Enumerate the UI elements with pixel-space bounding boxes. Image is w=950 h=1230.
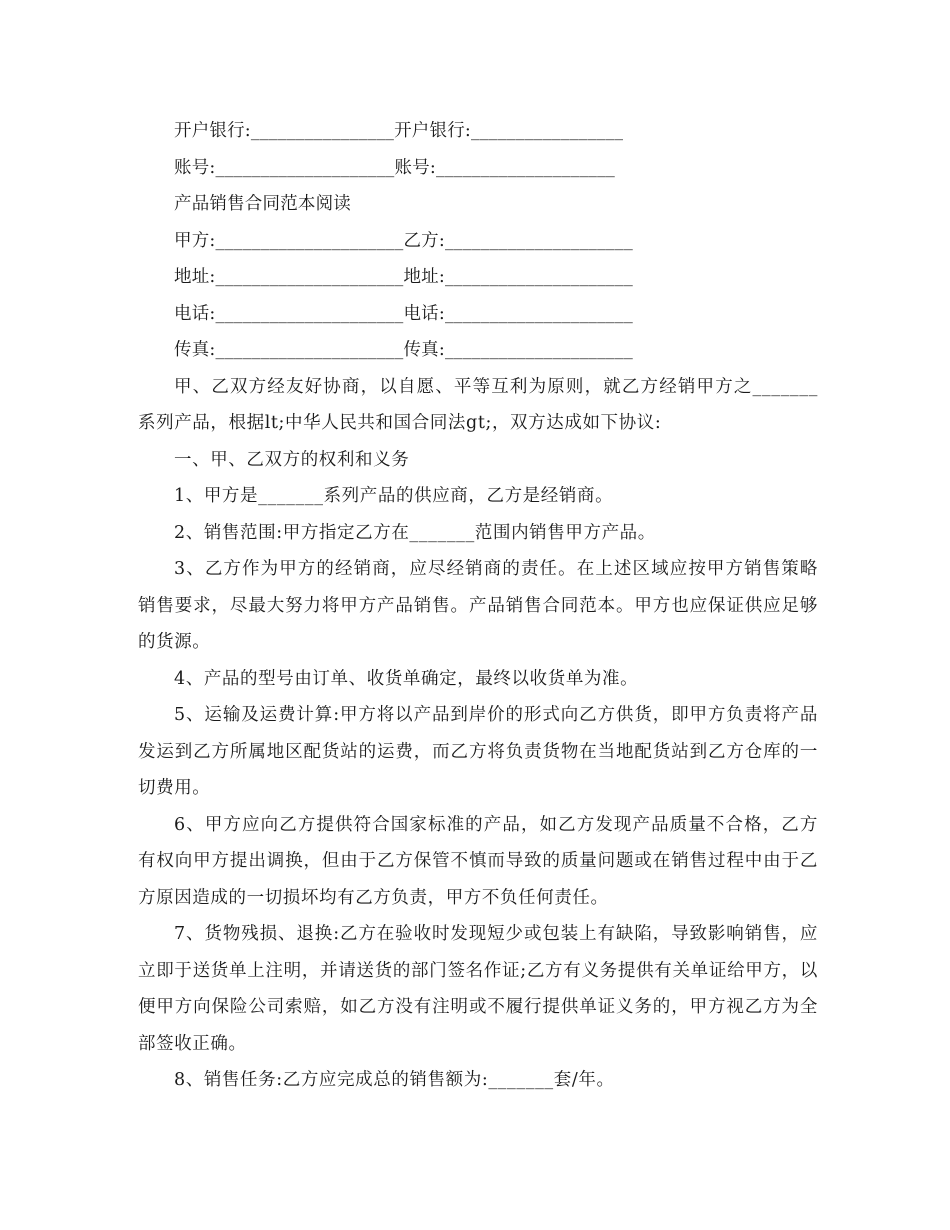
phone-line: 电话:_____________________电话:_____________________ [174, 303, 633, 324]
account-line: 账号:____________________账号:____________________ [174, 157, 615, 178]
clause-1: 1、甲方是_______系列产品的供应商，乙方是经销商。 [174, 486, 614, 506]
bank-line: 开户银行:________________开户银行:_________________ [174, 121, 624, 141]
address-line: 地址:_____________________地址:_____________________ [174, 267, 633, 287]
preamble-paragraph: 甲、乙双方经友好协商，以自愿、平等互利为原则，就乙方经销甲方之_______系列产品，根据lt;中华人民共和国合同法gt;，双方达成如下协议: [138, 376, 818, 433]
party-line: 甲方:_____________________乙方:_____________________ [174, 230, 633, 251]
clause-6: 6、甲方应向乙方提供符合国家标准的产品，如乙方发现产品质量不合格，乙方有权向甲方提出调换，但由于乙方保管不慎而导致的质量问题或在销售过程中由于乙方原因造成的一切损坏均有乙方负责，甲方不负任何责任。 [138, 814, 818, 908]
clause-8: 8、销售任务:乙方应完成总的销售额为:_______套/年。 [174, 1070, 615, 1090]
clause-7: 7、货物残损、退换:乙方在验收时发现短少或包装上有缺陷，导致影响销售，应立即于送货单上注明，并请送货的部门签名作证;乙方有义务提供有关单证给甲方，以便甲方向保险公司索赔，如乙方没有注明或不履行提供单证义务的，甲方视乙方为全部签收正确。 [138, 924, 818, 1054]
clause-3: 3、乙方作为甲方的经销商，应尽经销商的责任。在上述区域应按甲方销售策略销售要求，尽最大努力将甲方产品销售。产品销售合同范本。甲方也应保证供应足够的货源。 [138, 559, 818, 652]
document-title: 产品销售合同范本阅读 [174, 194, 351, 214]
contract-body [138, 113, 818, 1099]
clause-2: 2、销售范围:甲方指定乙方在_______范围内销售甲方产品。 [174, 522, 656, 543]
clause-5: 5、运输及运费计算:甲方将以产品到岸价的形式向乙方供货，即甲方负责将产品发运到乙方所属地区配货站的运费，而乙方将负责货物在当地配货站到乙方仓库的一切费用。 [138, 705, 818, 798]
clause-4: 4、产品的型号由订单、收货单确定，最终以收货单为准。 [174, 668, 639, 689]
fax-line: 传真:_____________________传真:_____________________ [174, 340, 633, 360]
section-heading: 一、甲、乙双方的权利和义务 [174, 449, 410, 470]
